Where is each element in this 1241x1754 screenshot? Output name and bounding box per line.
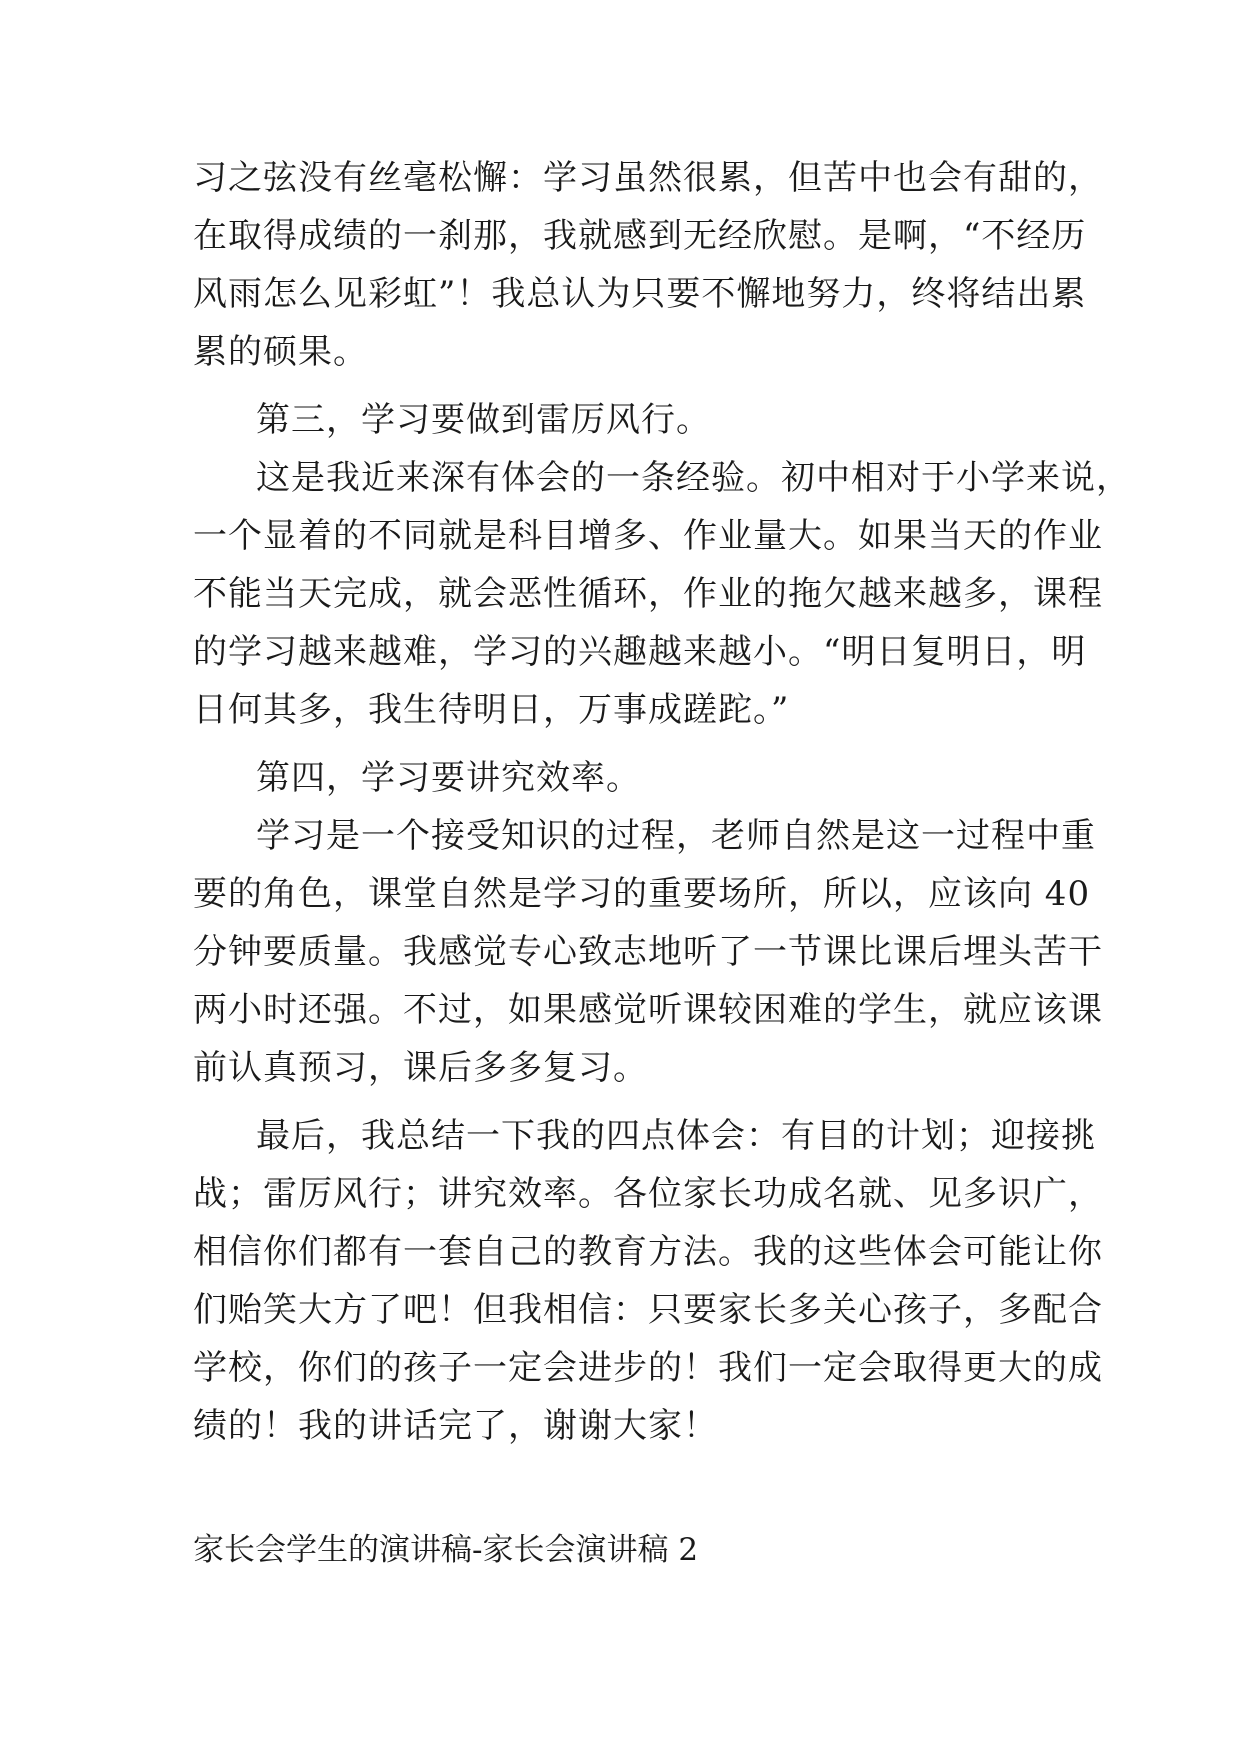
body-line: 们贻笑大方了吧！但我相信：只要家长多关心孩子，多配合 [193, 1290, 1103, 1330]
section-heading-fourth: 第四，学习要讲究效率。 [256, 758, 641, 798]
body-line: 一个显着的不同就是科目增多、作业量大。如果当天的作业 [193, 516, 1103, 556]
paragraph-first-line: 学习是一个接受知识的过程，老师自然是这一过程中重 [256, 816, 1096, 856]
body-line: 在取得成绩的一刹那，我就感到无经欣慰。是啊，“不经历 [193, 216, 1087, 256]
body-line: 分钟要质量。我感觉专心致志地听了一节课比课后埋头苦干 [193, 932, 1103, 972]
body-line: 前认真预习，课后多多复习。 [193, 1048, 648, 1088]
body-line: 要的角色，课堂自然是学习的重要场所，所以，应该向 40 [193, 874, 1091, 914]
paragraph-first-line: 最后，我总结一下我的四点体会：有目的计划；迎接挑 [256, 1116, 1096, 1156]
body-line: 习之弦没有丝毫松懈：学习虽然很累，但苦中也会有甜的， [193, 158, 1103, 198]
body-line: 不能当天完成，就会恶性循环，作业的拖欠越来越多，课程 [193, 574, 1103, 614]
body-line: 风雨怎么见彩虹”！我总认为只要不懈地努力，终将结出累 [193, 274, 1087, 314]
next-section-title: 家长会学生的演讲稿-家长会演讲稿 2 [193, 1532, 699, 1568]
body-line: 的学习越来越难，学习的兴趣越来越小。“明日复明日，明 [193, 632, 1087, 672]
body-line: 相信你们都有一套自己的教育方法。我的这些体会可能让你 [193, 1232, 1103, 1272]
body-line: 战；雷厉风行；讲究效率。各位家长功成名就、见多识广， [193, 1174, 1103, 1214]
body-line: 累的硕果。 [193, 332, 368, 372]
body-line: 学校，你们的孩子一定会进步的！我们一定会取得更大的成 [193, 1348, 1103, 1388]
body-line: 两小时还强。不过，如果感觉听课较困难的学生，就应该课 [193, 990, 1103, 1030]
paragraph-first-line: 这是我近来深有体会的一条经验。初中相对于小学来说， [256, 458, 1131, 498]
body-line: 日何其多，我生待明日，万事成蹉跎。” [193, 690, 790, 730]
body-line: 绩的！我的讲话完了，谢谢大家！ [193, 1406, 718, 1446]
section-heading-third: 第三，学习要做到雷厉风行。 [256, 400, 711, 440]
